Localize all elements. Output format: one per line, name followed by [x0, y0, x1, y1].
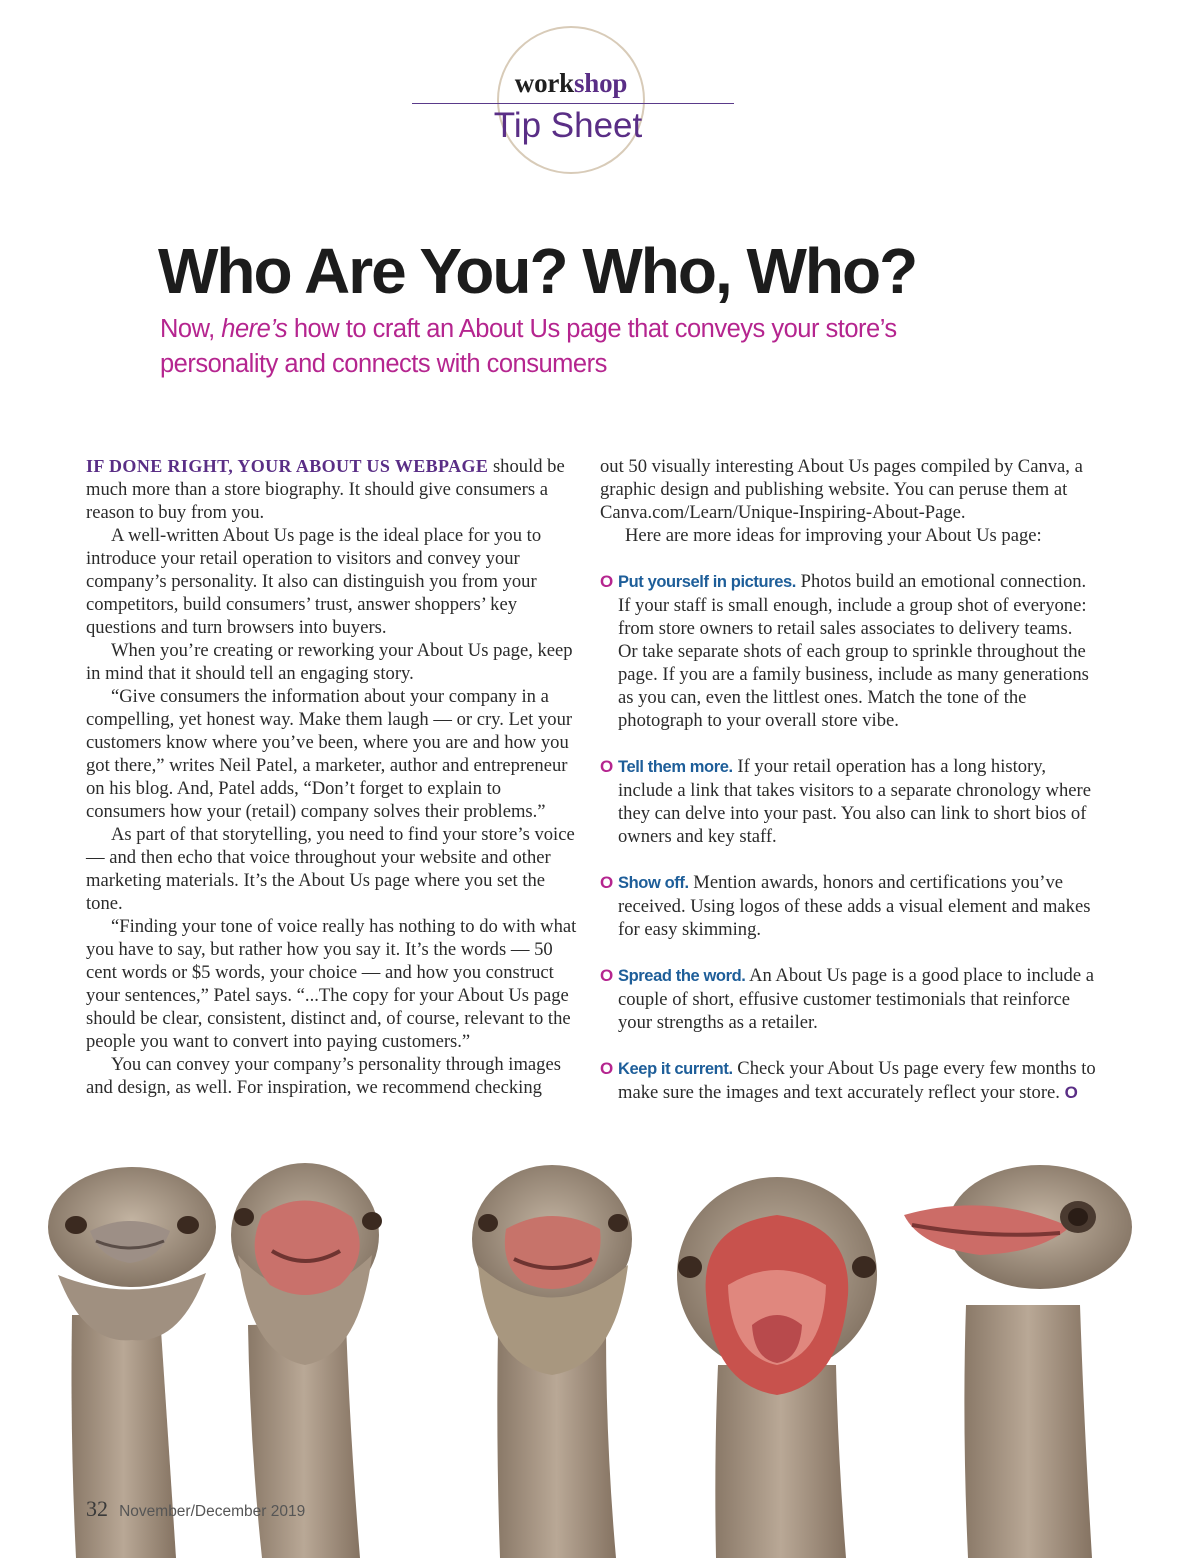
subtitle-post: how to craft an About Us page that conveys your store’s personality and connects with consumers [160, 315, 897, 378]
tip-item [600, 570, 1096, 732]
badge-rule [412, 103, 734, 104]
body-paragraph: You can convey your company’s personality through images and design, as well. For inspiration, we recommend checking [86, 1054, 561, 1098]
tip-body: If your retail operation has a long history, include a link that takes visitors to a separate chronology where they can delve into your past. You also can link to short bios of owners and key staff. [618, 756, 1091, 847]
body-paragraph: “Give consumers the information about your company in a compelling, yet honest way. Make them laugh — or cry. Let your customers know where you’ve been, where you are and how you got there,” writes Neil Patel, a marketer, author and entrepreneur on his blog. And, Patel adds, “Don’t forget to explain to consumers how your (retail) company solves their problems.” [86, 686, 573, 822]
bullet-icon: O [600, 572, 614, 591]
tip-body: Check your About Us page every few months to make sure the images and text accurately reflect your store. [618, 1058, 1096, 1103]
tip-item [600, 755, 1096, 848]
body-paragraph: When you’re creating or reworking your About Us page, keep in mind that it should tell an engaging story. [86, 640, 573, 684]
bullet-icon: O [600, 757, 614, 776]
lead-in: IF DONE RIGHT, YOUR ABOUT US WEBPAGE [86, 456, 489, 476]
tip-body: Photos build an emotional connection. If your staff is small enough, include a group shot of everyone: from store owners to retail sales associates to delivery teams. Or take separate shots of each group to sprinkle throughout the page. If you are a family business, include as many generations as you can, even the littlest ones. Match the tone of the photograph to your overall store vibe. [618, 571, 1089, 731]
right-column [600, 455, 1096, 1104]
issue-date: November/December 2019 [119, 1503, 306, 1520]
end-mark-icon: O [1064, 1083, 1078, 1102]
tip-heading: Put yourself in pictures. [618, 573, 796, 591]
subtitle-pre: Now, [160, 315, 222, 343]
tip-heading: Tell them more. [618, 758, 733, 776]
section-sublabel: Tip Sheet [493, 106, 643, 145]
ostrich-3 [472, 1165, 632, 1558]
body-paragraph: As part of that storytelling, you need to find your store’s voice — and then echo that voice throughout your website and other marketing materials. It’s the About Us page where you set the tone. [86, 824, 575, 914]
section-label-work: work [514, 68, 574, 98]
badge-circle [497, 26, 645, 174]
tip-body: An About Us page is a good place to include a couple of short, effusive customer testimonials that reinforce your strengths as a retailer. [618, 965, 1095, 1033]
tip-item [600, 1057, 1096, 1104]
lead-rest: should be much more than a store biography. It should give consumers a reason to buy from you. [86, 456, 565, 523]
section-label [0, 68, 1142, 99]
article-subtitle [160, 312, 1000, 382]
bullet-icon: O [600, 1059, 614, 1078]
bullet-icon: O [600, 966, 614, 985]
lead-paragraph [86, 455, 578, 524]
tip-item [600, 964, 1096, 1034]
page-number: 32 [86, 1496, 108, 1521]
subtitle-emphasis: here’s [221, 315, 288, 343]
section-label-shop: shop [573, 68, 628, 98]
tip-heading: Spread the word. [618, 967, 746, 985]
continuation-paragraph: out 50 visually interesting About Us pages compiled by Canva, a graphic design and publishing website. You can peruse them at Canva.com/Learn/Unique-Inspiring-About-Page. [600, 456, 1083, 523]
tip-heading: Show off. [618, 874, 689, 892]
tip-heading: Keep it current. [618, 1060, 733, 1078]
page-footer [86, 1496, 305, 1522]
body-paragraph: A well-written About Us page is the ideal place for you to introduce your retail operation to visitors and convey your company’s personality. It also can distinguish you from your competitors, build consumers’ trust, answer shoppers’ key questions and turn browsers into buyers. [86, 525, 542, 638]
ostrich-4 [677, 1177, 877, 1558]
ostrich-5 [904, 1165, 1132, 1558]
tip-item [600, 871, 1096, 941]
bullet-icon: O [600, 873, 614, 892]
body-paragraph: “Finding your tone of voice really has nothing to do with what you have to say, but rather how you say it. It’s the words — 50 cent words or $5 words, your choice — and how you construct your sentences,” Patel says. “...The copy for your About Us page should be clear, consistent, distinct and, of course, relevant to the people you want to convert into paying customers.” [86, 916, 577, 1052]
article-title: Who Are You? Who, Who? [158, 235, 917, 307]
tips-intro: Here are more ideas for improving your About Us page: [625, 525, 1042, 546]
left-column [86, 455, 578, 1099]
tip-body: Mention awards, honors and certifications you’ve received. Using logos of these adds a visual element and makes for easy skimming. [618, 872, 1091, 940]
